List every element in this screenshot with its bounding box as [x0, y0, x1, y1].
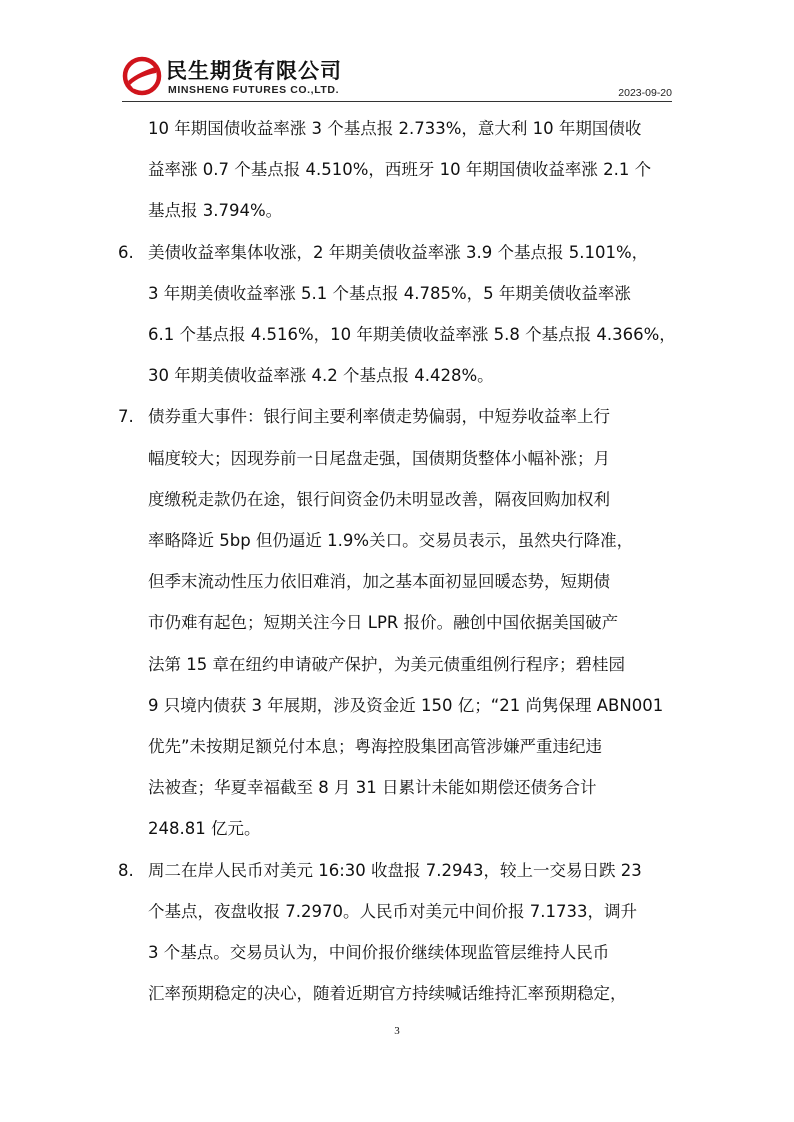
header-divider [122, 101, 672, 102]
text-line: 个基点，夜盘收报 7.2970。人民币对美元中间价报 7.1733，调升 [148, 901, 637, 921]
list-number: 8. [118, 860, 134, 880]
text-line: 优先”未按期足额兑付本息；粤海控股集团高管涉嫌严重违纪违 [148, 737, 603, 757]
list-item-8 [118, 850, 674, 1015]
report-date: 2023-09-20 [618, 87, 672, 99]
page-number: 3 [394, 1025, 400, 1037]
text-line: 6.1 个基点报 4.516%，10 年期美债收益率涨 5.8 个基点报 4.366%， [148, 325, 676, 345]
text-line: 248.81 亿元。 [148, 819, 261, 839]
list-number: 6. [118, 242, 134, 262]
text-line: 法被查；华夏幸福截至 8 月 31 日累计未能如期偿还债务合计 [148, 778, 597, 798]
list-number: 7. [118, 407, 134, 427]
text-line: 3 个基点。交易员认为，中间价报价继续体现监管层维持人民币 [148, 943, 610, 963]
report-body [118, 108, 676, 1014]
text-line: 汇率预期稳定的决心，随着近期官方持续喊话维持汇率预期稳定， [148, 984, 627, 1004]
list-item-7 [118, 396, 674, 849]
text-line: 9 只境内债获 3 年展期，涉及资金近 150 亿；“21 尚隽保理 ABN001 [148, 695, 664, 715]
text-line: 幅度较大；因现券前一日尾盘走强，国债期货整体小幅补涨；月 [148, 448, 610, 468]
company-name-en: MINSHENG FUTURES CO.,LTD. [168, 84, 340, 96]
company-name-cn: 民生期货有限公司 [166, 59, 342, 83]
text-line: 债券重大事件：银行间主要利率债走势偏弱，中短券收益率上行 [148, 407, 610, 427]
text-line: 市仍难有起色；短期关注今日 LPR 报价。融创中国依据美国破产 [148, 613, 619, 633]
text-line: 但季末流动性压力依旧难消，加之基本面初显回暖态势，短期债 [148, 572, 610, 592]
text-line: 3 年期美债收益率涨 5.1 个基点报 4.785%，5 年期美债收益率涨 [148, 283, 631, 303]
text-line: 益率涨 0.7 个基点报 4.510%，西班牙 10 年期国债收益率涨 2.1 个 [148, 160, 652, 180]
minsheng-logo-icon [122, 56, 162, 96]
list-item-6 [118, 232, 676, 397]
text-line: 美债收益率集体收涨，2 年期美债收益率涨 3.9 个基点报 5.101%， [148, 242, 649, 262]
text-line: 30 年期美债收益率涨 4.2 个基点报 4.428%。 [148, 366, 494, 386]
text-line: 10 年期国债收益率涨 3 个基点报 2.733%，意大利 10 年期国债收 [148, 119, 642, 138]
text-line: 周二在岸人民币对美元 16:30 收盘报 7.2943，较上一交易日跌 23 [148, 860, 642, 880]
text-line: 基点报 3.794%。 [148, 201, 283, 221]
text-line: 率略降近 5bp 但仍逼近 1.9%关口。交易员表示，虽然央行降准， [148, 531, 634, 551]
text-line: 度缴税走款仍在途，银行间资金仍未明显改善，隔夜回购加权利 [148, 489, 610, 509]
text-line: 法第 15 章在纽约申请破产保护，为美元债重组例行程序；碧桂园 [148, 654, 625, 674]
continuation-paragraph [148, 108, 674, 232]
page-header [122, 52, 672, 102]
